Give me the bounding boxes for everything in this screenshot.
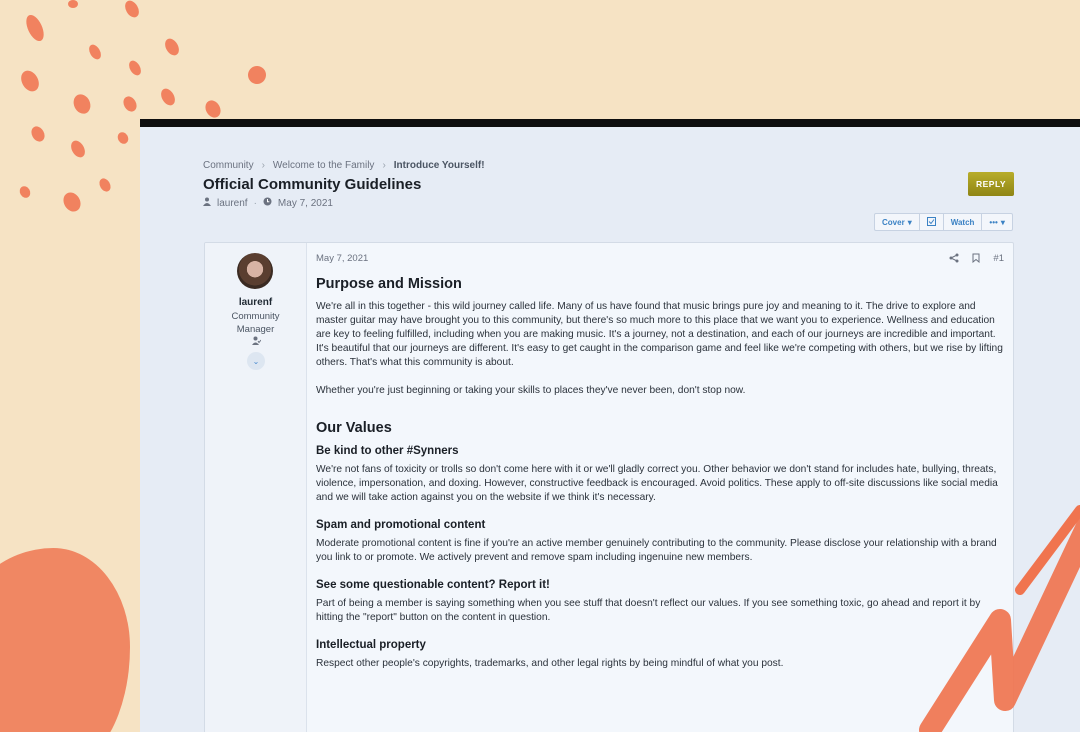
checklist-button[interactable]	[920, 214, 944, 230]
watch-button[interactable]: Watch	[944, 214, 983, 230]
more-options-button[interactable]: ••• ▾	[989, 217, 1005, 227]
breadcrumb-community[interactable]: Community	[203, 160, 254, 171]
chevron-right-icon: ›	[382, 160, 386, 171]
paragraph: Part of being a member is saying something when you see stuff that doesn't reflect our values. If you see something toxic, go ahead and report it by hitting the "report" button on the content in question.	[316, 598, 981, 623]
post-date[interactable]: May 7, 2021	[316, 253, 369, 264]
checklist-icon	[927, 217, 936, 228]
chevron-right-icon: ›	[261, 160, 265, 171]
paragraph: Whether you're just beginning or taking your skills to places they've never been, don't stop now.	[316, 385, 746, 396]
subsection-heading: See some questionable content? Report it!	[316, 579, 550, 591]
user-role: Community Manager	[231, 311, 280, 335]
post-content	[316, 253, 1006, 671]
reply-button[interactable]: REPLY	[968, 172, 1014, 196]
page-title: Official Community Guidelines	[203, 176, 422, 193]
avatar[interactable]	[237, 253, 273, 289]
chevron-down-icon: ⌄	[252, 356, 260, 366]
breadcrumb	[203, 160, 485, 171]
thread-author[interactable]: laurenf	[217, 197, 248, 209]
user-icon	[203, 197, 211, 209]
cover-button[interactable]: Cover ▾	[875, 214, 920, 230]
chevron-down-icon: ▾	[1000, 217, 1005, 227]
clock-icon	[263, 197, 272, 209]
post-card	[204, 242, 1014, 732]
post-username[interactable]: laurenf	[238, 297, 273, 308]
breadcrumb-welcome[interactable]: Welcome to the Family	[272, 160, 375, 171]
chevron-down-icon: ▾	[907, 217, 912, 227]
thread-meta: laurenf · May 7, 2021	[203, 197, 333, 209]
subsection-heading: Spam and promotional content	[316, 519, 486, 531]
breadcrumb-introduce[interactable]: Introduce Yourself!	[393, 160, 485, 171]
paragraph: We're all in this together - this wild journey called life. Many of us have found that music brings pure joy and meaning to it. The drive to explore and master guitar may have brought you to this community, but there's so much more to this place that we want you to experience. Wellness and education are key to feeling fulfilled, including when you are making music. It's a journey, not a destination, and each of our journeys are incredible and important. It's beautiful that our journeys are different. It's easy to get caught in the comparison game and feel like we're competing with others, but we rise by lifting others. That's what this community is about.	[316, 301, 1003, 368]
expand-user-button[interactable]	[247, 352, 265, 370]
post-user-column	[205, 243, 307, 732]
section-heading: Purpose and Mission	[316, 276, 462, 292]
paragraph: Respect other people's copyrights, trademarks, and other legal rights by being mindful of what you post.	[316, 658, 784, 669]
paragraph: Moderate promotional content is fine if you're an active member genuinely contributing to the community. Please disclose your relationship with a brand you link to or promote. We actively prevent and remove spam including ingenuine new members.	[316, 538, 997, 563]
thread-date[interactable]: May 7, 2021	[277, 197, 333, 209]
subsection-heading: Be kind to other #Synners	[316, 445, 459, 457]
subsection-heading: Intellectual property	[316, 639, 426, 651]
staff-badge-icon	[251, 336, 261, 346]
post-tools	[949, 253, 1004, 266]
thread-actions	[874, 213, 1013, 231]
bookmark-icon[interactable]	[972, 253, 980, 266]
share-icon[interactable]	[949, 253, 959, 266]
post-number[interactable]: #1	[993, 253, 1004, 264]
paragraph: We're not fans of toxicity or trolls so don't come here with it or we'll gladly correct you. Other behavior we don't stand for includes hate, bullying, threats, violence, impersonation, and doxing. However, constructive feedback is encouraged. Avoid politics. These apply to off-site discussions like social media and we will take action against you on the website if we think it's necessary.	[316, 464, 998, 503]
section-heading: Our Values	[316, 420, 392, 436]
browser-window	[140, 119, 1080, 732]
